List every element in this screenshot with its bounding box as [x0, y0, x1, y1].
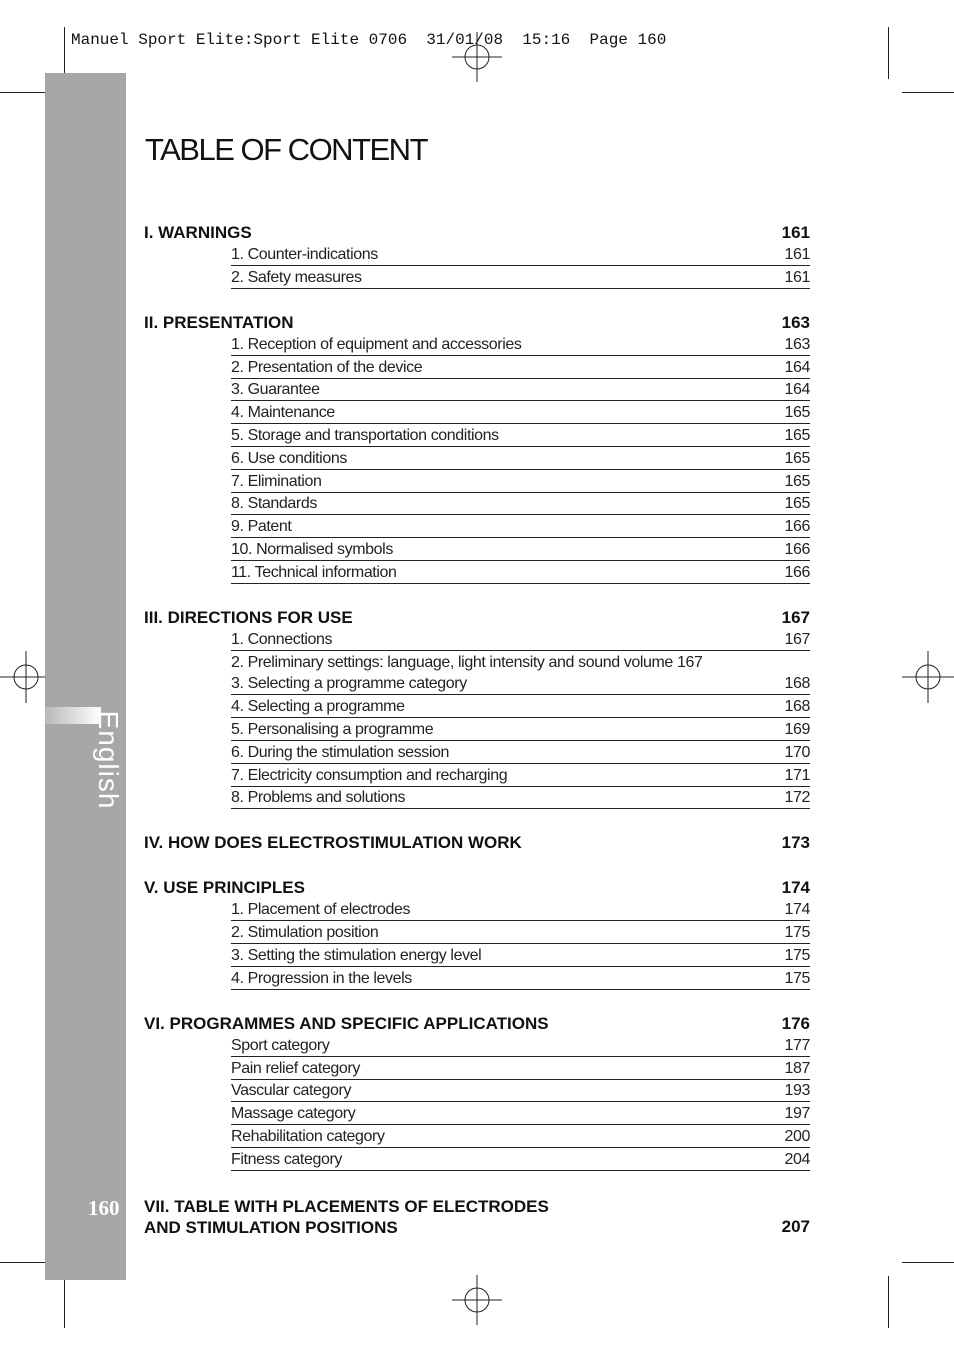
crop-mark-bottom-right-h — [902, 1262, 954, 1263]
printer-slug: Manuel Sport Elite:Sport Elite 0706 31/01/08 15:16 Page 160 — [71, 31, 667, 49]
entry-label: 4. Maintenance — [231, 404, 335, 422]
toc-section — [144, 1013, 810, 1171]
crop-mark-bottom-right-v — [888, 1276, 889, 1328]
toc-entry-list — [231, 629, 810, 810]
registration-mark-top — [452, 32, 502, 82]
entry-label: 2. Stimulation position — [231, 924, 379, 942]
entry-page-number: 165 — [784, 426, 810, 444]
toc-section — [144, 312, 810, 584]
section-title: II. PRESENTATION — [144, 312, 294, 332]
entry-label: 8. Standards — [231, 495, 317, 513]
toc-entry[interactable] — [231, 652, 810, 673]
entry-page-number: 172 — [784, 789, 810, 807]
toc-entry[interactable] — [231, 629, 810, 651]
registration-mark-right — [902, 651, 954, 703]
section-title: III. DIRECTIONS FOR USE — [144, 607, 353, 627]
section-title: I. WARNINGS — [144, 223, 252, 242]
entry-page-number: 161 — [784, 246, 810, 263]
entry-page-number: 204 — [784, 1150, 810, 1168]
toc-entry[interactable] — [231, 673, 810, 695]
toc-entry-list — [231, 1035, 810, 1171]
toc-entry[interactable] — [231, 945, 810, 967]
entry-page-number: 164 — [784, 358, 810, 376]
toc-entry[interactable] — [231, 493, 810, 515]
toc-section-heading[interactable] — [144, 1013, 810, 1035]
entry-label: 3. Setting the stimulation energy level — [231, 946, 482, 964]
language-label: English — [93, 710, 124, 810]
toc-section-heading[interactable] — [144, 222, 810, 244]
entry-label: Massage category — [231, 1105, 356, 1123]
toc-entry[interactable] — [231, 448, 810, 470]
toc-entry[interactable] — [231, 1103, 810, 1125]
section-page-number: 174 — [781, 878, 810, 898]
toc-entry[interactable] — [231, 402, 810, 424]
toc-entry[interactable] — [231, 334, 810, 356]
entry-label: Fitness category — [231, 1150, 342, 1168]
entry-page-number: 166 — [784, 518, 810, 536]
entry-label: 11. Technical information — [231, 563, 397, 581]
toc-entry[interactable] — [231, 357, 810, 379]
entry-page-number: 170 — [784, 743, 810, 761]
toc-entry[interactable] — [231, 922, 810, 944]
entry-page-number: 164 — [784, 381, 810, 399]
entry-label: 6. Use conditions — [231, 449, 347, 467]
toc-section — [144, 1194, 810, 1238]
entry-label: 1. Placement of electrodes — [231, 901, 411, 919]
entry-label: 2. Preliminary settings: language, light intensity and sound volume 167 — [231, 653, 703, 671]
crop-mark-top-right-h — [902, 92, 954, 93]
toc-entry[interactable] — [231, 1126, 810, 1148]
entry-label: 5. Personalising a programme — [231, 720, 434, 738]
section-title: V. USE PRINCIPLES — [144, 878, 305, 898]
toc-entry[interactable] — [231, 968, 810, 990]
toc-entry[interactable] — [231, 1058, 810, 1080]
section-page-number: 161 — [781, 223, 810, 242]
entry-label: Rehabilitation category — [231, 1127, 385, 1145]
toc-entry[interactable] — [231, 471, 810, 493]
entry-label: 2. Safety measures — [231, 268, 362, 286]
toc-entry[interactable] — [231, 899, 810, 921]
entry-label: 1. Connections — [231, 630, 333, 648]
entry-label: 9. Patent — [231, 518, 292, 536]
entry-label: Pain relief category — [231, 1059, 360, 1077]
entry-page-number: 175 — [784, 946, 810, 964]
section-page-number: 176 — [781, 1013, 810, 1033]
toc-section — [144, 877, 810, 989]
section-page-number: 167 — [781, 607, 810, 627]
toc-section — [144, 832, 810, 854]
entry-label: 8. Problems and solutions — [231, 789, 406, 807]
entry-page-number: 168 — [784, 698, 810, 716]
entry-page-number: 175 — [784, 969, 810, 987]
toc-entry[interactable] — [231, 539, 810, 561]
registration-mark-bottom — [452, 1275, 502, 1325]
table-of-contents — [144, 222, 810, 1261]
entry-page-number: 163 — [784, 335, 810, 353]
entry-page-number: 161 — [784, 268, 810, 286]
page-number: 160 — [88, 1196, 120, 1220]
entry-page-number: 167 — [784, 630, 810, 648]
toc-entry[interactable] — [231, 425, 810, 447]
entry-label: 2. Presentation of the device — [231, 358, 423, 376]
toc-entry[interactable] — [231, 562, 810, 584]
section-page-number: 207 — [781, 1216, 810, 1236]
toc-section-heading[interactable] — [144, 607, 810, 629]
entry-page-number: 165 — [784, 472, 810, 490]
toc-entry[interactable] — [231, 742, 810, 764]
entry-page-number: 171 — [784, 766, 810, 784]
section-page-number: 163 — [781, 312, 810, 332]
entry-label: Vascular category — [231, 1082, 352, 1100]
toc-entry[interactable] — [231, 765, 810, 787]
toc-section-heading[interactable] — [144, 832, 810, 854]
toc-entry[interactable] — [231, 1149, 810, 1171]
toc-entry[interactable] — [231, 719, 810, 741]
section-title: IV. HOW DOES ELECTROSTIMULATION WORK — [144, 833, 522, 853]
entry-label: 1. Counter-indications — [231, 246, 378, 263]
entry-page-number: 165 — [784, 495, 810, 513]
entry-label: 7. Electricity consumption and recharging — [231, 766, 508, 784]
entry-label: 7. Elimination — [231, 472, 322, 490]
crop-mark-bottom-left-v — [64, 1276, 65, 1328]
entry-page-number: 200 — [784, 1127, 810, 1145]
toc-section — [144, 607, 810, 810]
section-title: VII. TABLE WITH PLACEMENTS OF ELECTRODES AND STIMULATION POSITIONS — [144, 1196, 549, 1237]
entry-page-number: 166 — [784, 563, 810, 581]
entry-page-number: 197 — [784, 1105, 810, 1123]
page-title: TABLE OF CONTENT — [145, 132, 428, 167]
entry-label: 1. Reception of equipment and accessories — [231, 335, 522, 353]
section-page-number: 173 — [781, 833, 810, 853]
entry-label: 3. Selecting a programme category — [231, 675, 467, 693]
toc-entry-list — [231, 244, 810, 289]
entry-page-number: 168 — [784, 675, 810, 693]
entry-label: 4. Selecting a programme — [231, 698, 405, 716]
crop-mark-top-right-v — [888, 27, 889, 79]
toc-entry[interactable] — [231, 1035, 810, 1057]
toc-section-heading[interactable] — [144, 312, 810, 334]
entry-page-number: 174 — [784, 901, 810, 919]
entry-page-number: 169 — [784, 720, 810, 738]
toc-section-heading[interactable] — [144, 1194, 810, 1238]
entry-label: 4. Progression in the levels — [231, 969, 412, 987]
toc-entry[interactable] — [231, 267, 810, 289]
entry-label: 6. During the stimulation session — [231, 743, 450, 761]
toc-entry-list — [231, 899, 810, 989]
entry-page-number: 166 — [784, 540, 810, 558]
section-title: VI. PROGRAMMES AND SPECIFIC APPLICATIONS — [144, 1013, 549, 1033]
language-sidebar — [45, 73, 126, 1280]
entry-label: 3. Guarantee — [231, 381, 320, 399]
entry-label: Sport category — [231, 1036, 330, 1054]
entry-page-number: 187 — [784, 1059, 810, 1077]
entry-page-number: 193 — [784, 1082, 810, 1100]
toc-entry[interactable] — [231, 516, 810, 538]
toc-section-heading[interactable] — [144, 877, 810, 899]
entry-page-number: 177 — [784, 1036, 810, 1054]
entry-page-number: 165 — [784, 449, 810, 467]
toc-entry[interactable] — [231, 696, 810, 718]
toc-entry[interactable] — [231, 787, 810, 809]
entry-page-number: 165 — [784, 404, 810, 422]
toc-section — [144, 222, 810, 289]
toc-entry-list — [231, 334, 810, 584]
entry-label: 10. Normalised symbols — [231, 540, 393, 558]
crop-mark-top-left-v — [64, 27, 65, 79]
toc-entry[interactable] — [231, 1080, 810, 1102]
toc-entry[interactable] — [231, 244, 810, 266]
entry-label: 5. Storage and transportation conditions — [231, 426, 499, 444]
toc-entry[interactable] — [231, 379, 810, 401]
entry-page-number: 175 — [784, 924, 810, 942]
